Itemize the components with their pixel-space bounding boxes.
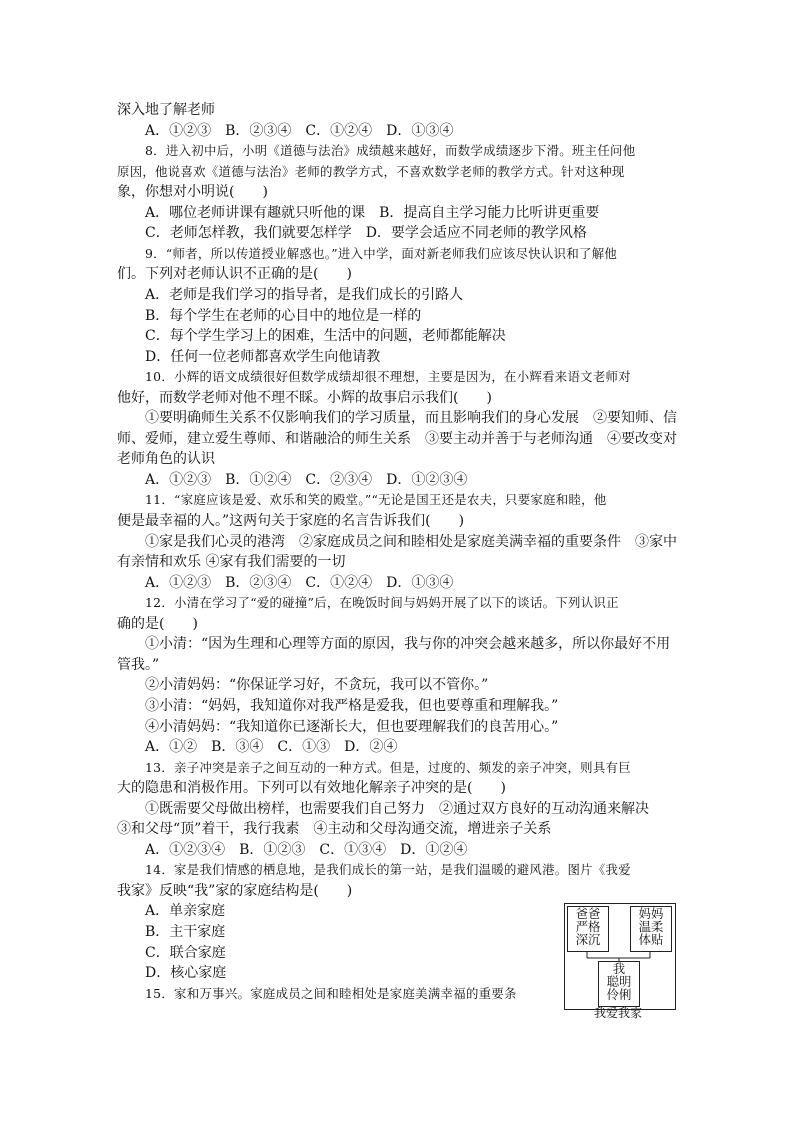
text-line: A．①②③ B．①②④ C．②③④ D．①②③④ [145, 471, 468, 488]
text-line: C．联合家庭 [145, 944, 226, 961]
text-line: 他好，而数学老师对他不理不睬。小辉的故事启示我们( ) [117, 389, 492, 406]
text-line: 有亲情和欢乐 ④家有我们需要的一切 [117, 554, 346, 571]
text-line: B．主干家庭 [145, 924, 226, 940]
text-line: A．①②③④ B．①②③ C．①③④ D．①②④ [145, 841, 468, 858]
text-line: 10．小辉的语文成绩很好但数学成绩却很不理想，主要是因为，在小辉看来语文老师对 [145, 369, 631, 385]
text-line: 大的隐患和消极作用。下列可以有效地化解亲子冲突的是( ) [117, 780, 506, 797]
mom-line-2: 温柔 [638, 919, 664, 934]
dad-line-1: 爸爸 [575, 906, 601, 921]
text-line: ③和父母“顶”着干，我行我素 ④主动和父母沟通交流，增进亲子关系 [117, 821, 552, 838]
text-line: A．哪位老师讲课有趣就只听他的课 B．提高自主学习能力比听讲更重要 [145, 204, 600, 221]
text-line: 象，你想对小明说( ) [117, 184, 268, 201]
text-line: 15．家和万事兴。家庭成员之间和睦相处是家庭美满幸福的重要条 [145, 985, 517, 1001]
text-line: ③小清：“妈妈，我知道你对我严格是爱我，但也要尊重和理解我。” [145, 697, 559, 714]
text-line: ②小清妈妈：“你保证学习好，不贪玩，我可以不管你。” [145, 677, 489, 694]
text-line: 14．家是我们情感的栖息地，是我们成长的第一站，是我们温暖的避风港。图片《我爱 [145, 862, 631, 878]
text-line: A．①② B．③④ C．①③ D．②④ [145, 739, 398, 756]
dad-line-3: 深沉 [575, 932, 601, 947]
text-line: 9．“师者，所以传道授业解惑也。”进入中学，面对新老师我们应该尽快认识和了解他 [145, 245, 618, 261]
text-line: ①要明确师生关系不仅影响我们的学习质量，而且影响我们的身心发展 ②要知师、信 [145, 410, 677, 427]
dad-line-2: 严格 [575, 919, 601, 934]
text-line: 们。下列对老师认识不正确的是( ) [117, 266, 352, 283]
text-line: A．①②③ B．②③④ C．①②④ D．①③④ [145, 122, 454, 139]
text-line: A．老师是我们学习的指导者，是我们成长的引路人 [145, 286, 464, 303]
text-line: A．①②③ B．②③④ C．①②④ D．①③④ [145, 574, 454, 591]
mom-line-3: 体贴 [638, 932, 664, 947]
text-line: C．每个学生学习上的困难，生活中的问题，老师都能解决 [145, 328, 506, 345]
text-line: 我家》反映“我”家的家庭结构是( ) [117, 882, 353, 899]
figure-caption: 我爱我家 [593, 1006, 642, 1020]
text-line: 13．亲子冲突是亲子之间互动的一种方式。但是，过度的、频发的亲子冲突，则具有巨 [145, 759, 631, 775]
text-line: A．单亲家庭 [145, 903, 226, 920]
text-line: 师、爱师，建立爱生尊师、和谐融洽的师生关系 ③要主动并善于与老师沟通 ④要改变对 [117, 430, 677, 447]
text-line: B．每个学生在老师的心目中的地位是一样的 [145, 307, 422, 324]
text-line: 12．小清在学习了“爱的碰撞”后，在晚饭时间与妈妈开展了以下的谈话。下列认识正 [145, 595, 619, 611]
text-line: 原因，他说喜欢《道德与法治》老师的教学方式，不喜欢数学老师的教学方式。针对这种现 [117, 163, 625, 179]
text-line: 确的是( ) [117, 615, 198, 632]
text-line: 管我。” [117, 656, 160, 673]
text-line: ①小清：“因为生理和心理等方面的原因，我与你的冲突会越来越多，所以你最好不用 [145, 636, 671, 653]
me-line-1: 我 [612, 961, 626, 976]
me-line-2: 聪明 [606, 974, 632, 989]
text-line: 11．“家庭应该是爱、欢乐和笑的殿堂。”“无论是国王还是农夫，只要家庭和睦，他 [145, 492, 607, 508]
text-line: C．老师怎样教，我们就要怎样学 D．要学会适应不同老师的教学风格 [145, 225, 587, 242]
me-line-3: 伶俐 [606, 987, 632, 1002]
text-line: 8．进入初中后，小明《道德与法治》成绩越来越好，而数学成绩逐步下滑。班主任问他 [145, 143, 636, 159]
text-line: 便是最幸福的人。”这两句关于家庭的名言告诉我们( ) [117, 513, 465, 529]
me-box [598, 961, 640, 1007]
text-line: ④小清妈妈：“我知道你已逐渐长大，但也要理解我们的良苦用心。” [145, 718, 559, 735]
text-line: ①家是我们心灵的港湾 ②家庭成员之间和睦相处是家庭美满幸福的重要条件 ③家中 [145, 533, 677, 550]
mom-line-1: 妈妈 [638, 906, 664, 921]
text-line: D．核心家庭 [145, 965, 227, 982]
text-line: 老师角色的认识 [117, 451, 215, 468]
text-line: ①既需要父母做出榜样，也需要我们自己努力 ②通过双方良好的互动沟通来解决 [145, 800, 649, 817]
text-line: D．任何一位老师都喜欢学生向他请教 [145, 348, 381, 365]
text-line: 深入地了解老师 [117, 102, 215, 118]
